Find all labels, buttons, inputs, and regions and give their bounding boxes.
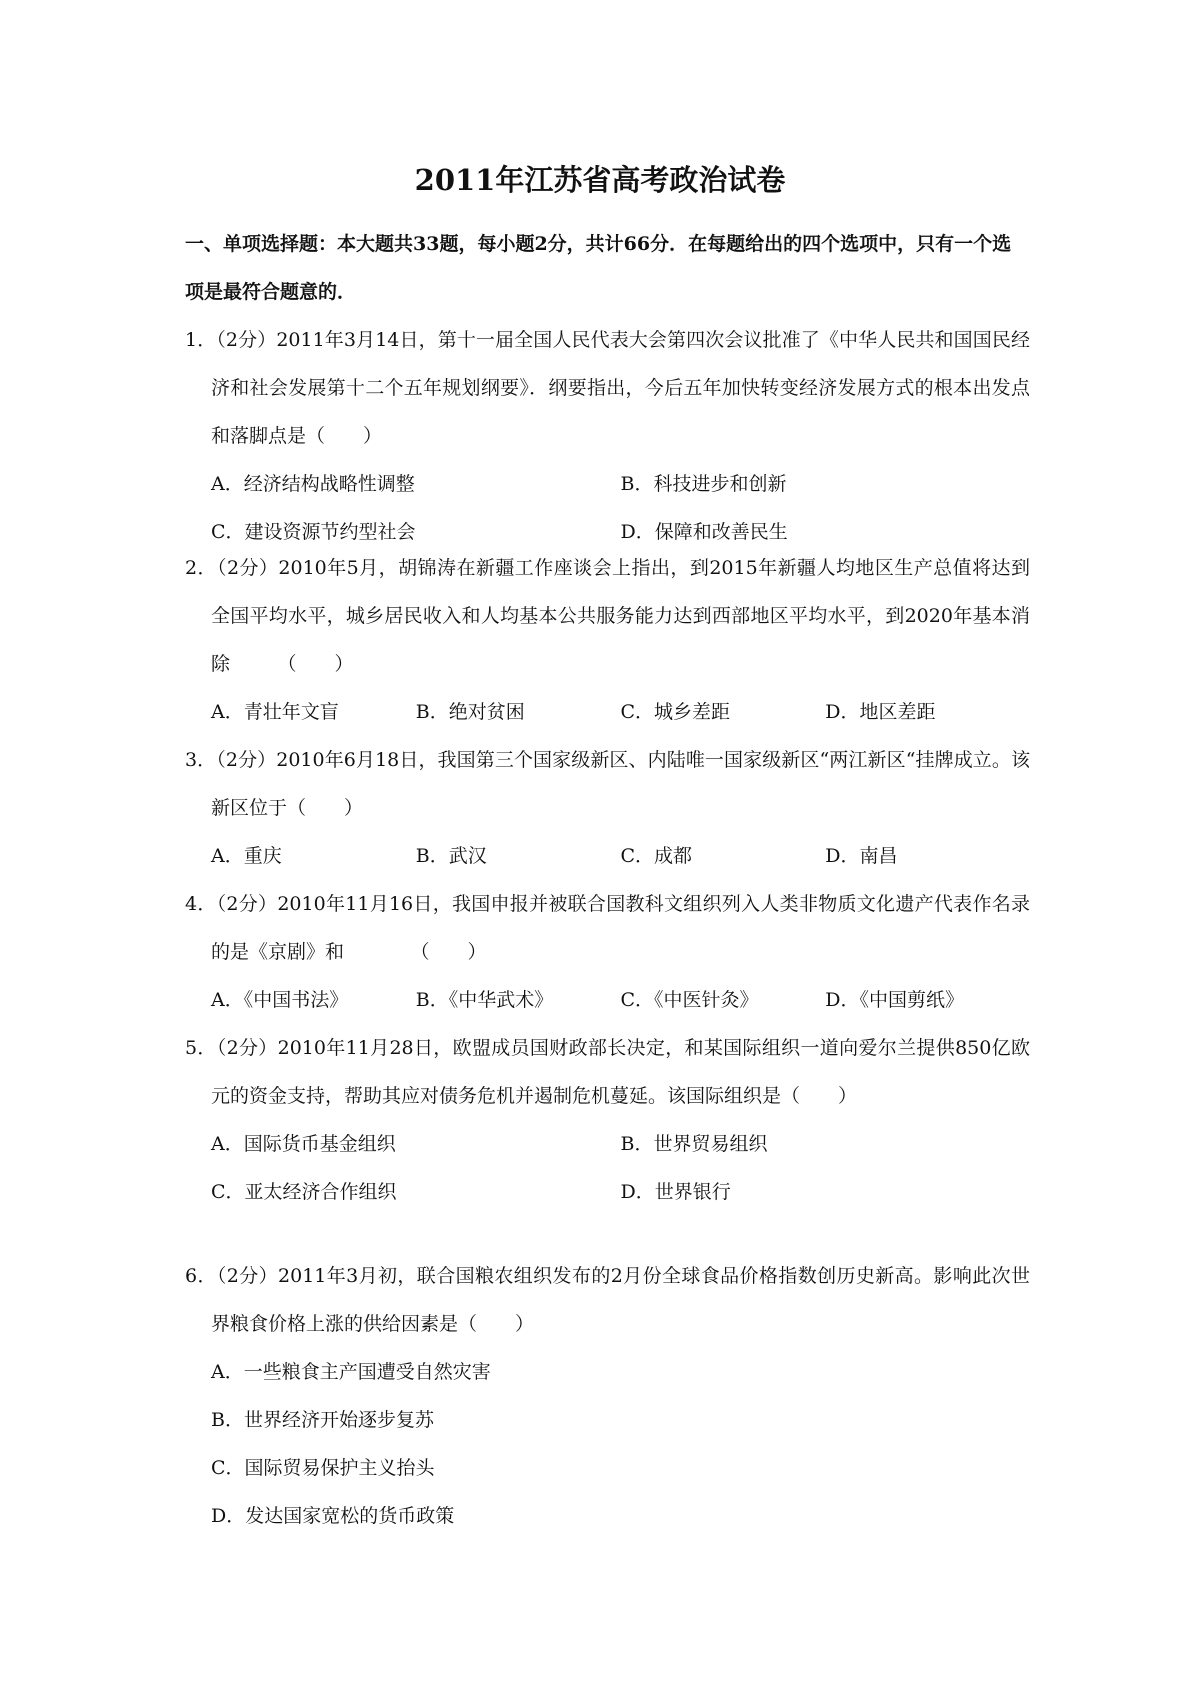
option-d: D．南昌 (825, 845, 898, 867)
question-3 (185, 736, 1030, 880)
option-b: B．世界经济开始逐步复苏 (211, 1409, 434, 1431)
option-a: A．青壮年文盲 (211, 701, 339, 723)
option-d: D．发达国家宽松的货币政策 (211, 1505, 455, 1527)
question-stem: 2．（2分）2010年5月，胡锦涛在新疆工作座谈会上指出，到2015年新疆人均地区生产总值将达到全国平均水平，城乡居民收入和人均基本公共服务能力达到西部地区平均水平，到2020年基本消除 （ ） (185, 557, 1030, 675)
option-row (185, 976, 1030, 1024)
question-4 (185, 880, 1030, 1024)
option-a: A．国际货币基金组织 (211, 1133, 396, 1155)
option-a: A．经济结构战略性调整 (211, 473, 415, 495)
option-row (185, 460, 1030, 508)
option-row (185, 1168, 1030, 1216)
option-row (185, 832, 1030, 880)
section-heading: 一、单项选择题：本大题共33题，每小题2分，共计66分．在每题给出的四个选项中，只有一个选项是最符合题意的． (185, 233, 1012, 303)
option-row (185, 1120, 1030, 1168)
question-stem: 3．（2分）2010年6月18日，我国第三个国家级新区、内陆唯一国家级新区“两江新区“挂牌成立。该新区位于（ ） (185, 749, 1030, 819)
option-b: B．武汉 (415, 845, 487, 867)
page-title: 2011年江苏省高考政治试卷 (414, 163, 786, 197)
question-stem: 4．（2分）2010年11月16日，我国申报并被联合国教科文组织列入人类非物质文化遗产代表作名录的是《京剧》和 （ ） (185, 893, 1030, 963)
option-c: C．建设资源节约型社会 (211, 521, 416, 543)
question-1 (185, 316, 1030, 556)
option-list (185, 1348, 1030, 1540)
question-stem: 6．（2分）2011年3月初，联合国粮农组织发布的2月份全球食品价格指数创历史新高。影响此次世界粮食价格上涨的供给因素是（ ） (185, 1265, 1030, 1335)
option-b: B．绝对贫困 (415, 701, 525, 723)
option-b: B．《中华武术》 (415, 989, 554, 1011)
option-b: B．科技进步和创新 (620, 473, 787, 495)
question-5 (185, 1024, 1030, 1216)
option-d: D．《中国剪纸》 (825, 989, 964, 1011)
question-2 (185, 544, 1030, 736)
option-d: D．地区差距 (825, 701, 936, 723)
option-row (185, 688, 1030, 736)
question-6 (185, 1252, 1030, 1540)
option-a: A．《中国书法》 (211, 989, 349, 1011)
option-d: D．保障和改善民生 (620, 521, 788, 543)
option-c: C．《中医针灸》 (620, 989, 759, 1011)
question-stem: 1．（2分）2011年3月14日，第十一届全国人民代表大会第四次会议批准了《中华人民共和国国民经济和社会发展第十二个五年规划纲要》．纲要指出，今后五年加快转变经济发展方式的根本出发点和落脚点是（ ） (185, 329, 1030, 447)
option-b: B．世界贸易组织 (620, 1133, 768, 1155)
question-stem: 5．（2分）2010年11月28日，欧盟成员国财政部长决定，和某国际组织一道向爱尔兰提供850亿欧元的资金支持，帮助其应对债务危机并遏制危机蔓延。该国际组织是（ ） (185, 1037, 1030, 1107)
option-a: A．重庆 (211, 845, 282, 867)
option-c: C．成都 (620, 845, 693, 867)
option-d: D．世界银行 (620, 1181, 731, 1203)
option-c: C．国际贸易保护主义抬头 (211, 1457, 435, 1479)
option-a: A．一些粮食主产国遭受自然灾害 (211, 1361, 491, 1383)
option-c: C．城乡差距 (620, 701, 731, 723)
option-c: C．亚太经济合作组织 (211, 1181, 397, 1203)
